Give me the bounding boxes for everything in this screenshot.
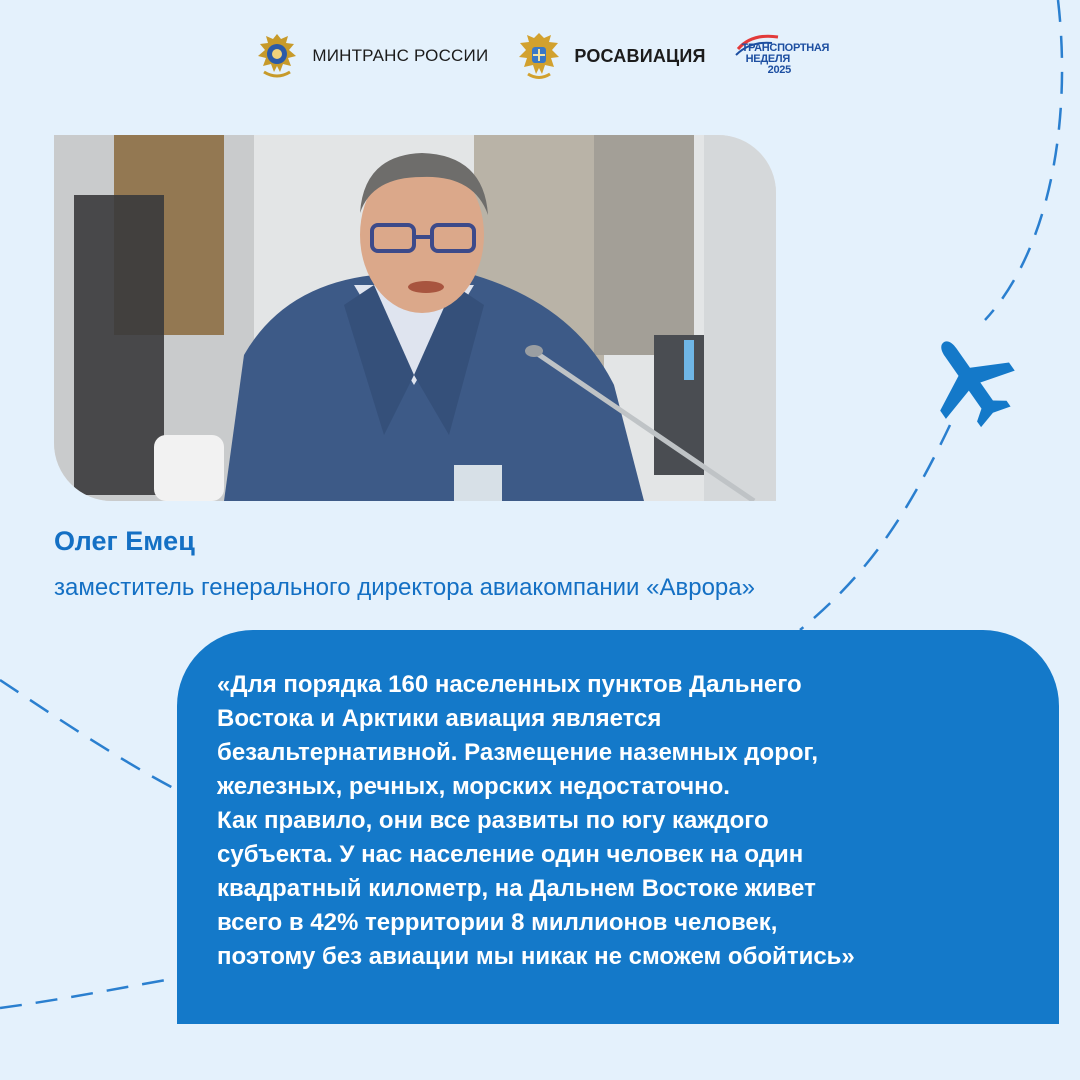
rosaviation-emblem-icon bbox=[514, 30, 564, 82]
event-logo-line-3: 2025 bbox=[767, 64, 791, 76]
ministry-label: МИНТРАНС РОССИИ bbox=[312, 46, 489, 65]
event-logo-line-1: ТРАНСПОРТНАЯ bbox=[741, 42, 830, 54]
airplane-icon bbox=[920, 330, 1020, 430]
speaker-name: Олег Емец bbox=[54, 526, 195, 556]
speaker-position: заместитель генерального директора авиакомпании «Аврора» bbox=[54, 574, 755, 601]
ministry-emblem-icon bbox=[252, 30, 302, 82]
quote-box bbox=[177, 630, 1059, 1024]
speaker-photo bbox=[54, 135, 776, 501]
transport-week-logo bbox=[732, 31, 828, 81]
rosaviation-logo bbox=[514, 30, 705, 82]
event-logo-line-2: НЕДЕЛЯ bbox=[745, 53, 790, 65]
header-logos bbox=[0, 28, 1080, 84]
quote-text: «Для порядка 160 населенных пунктов Дальнего Востока и Арктики авиация является безальтернативной. Размещение наземных дорог, железных, речных, морских недостаточно. Как правило, они все развиты по югу каждого субъекта. У нас население один человек на один квадратный километр, на Дальнем Востоке живет всего в 42% территории 8 миллионов человек, поэтому без авиации мы никак не сможем обойтись» bbox=[217, 671, 855, 970]
ministry-logo bbox=[252, 30, 488, 82]
rosaviation-label: РОСАВИАЦИЯ bbox=[574, 45, 706, 66]
